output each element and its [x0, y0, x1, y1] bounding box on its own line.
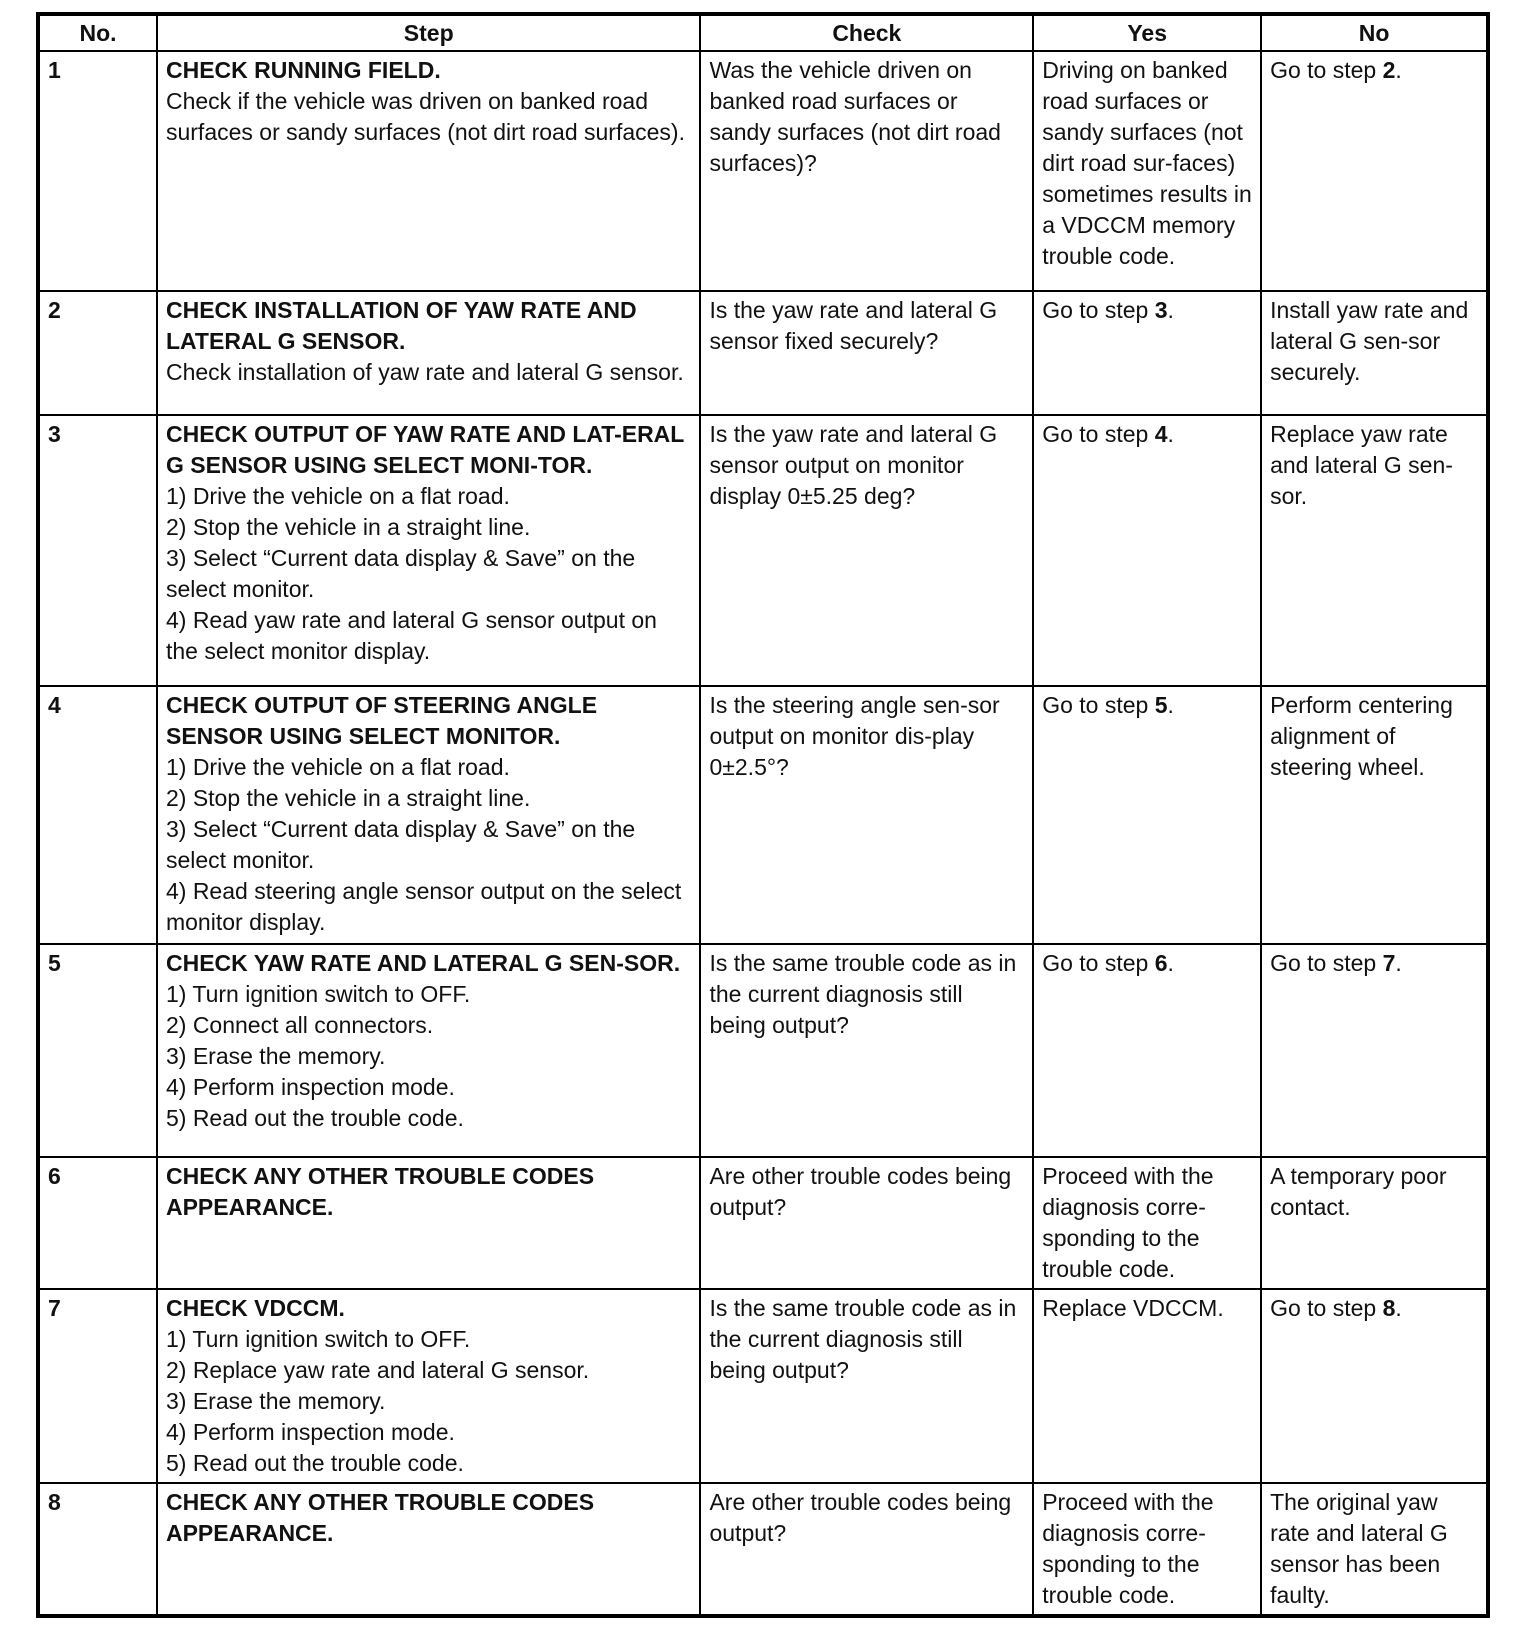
yes-cell: Replace VDCCM. — [1033, 1289, 1261, 1484]
step-title: CHECK VDCCM. — [165, 1294, 345, 1321]
goto-step-ref: 8 — [1382, 1294, 1396, 1321]
goto-text: Go to step — [1042, 691, 1155, 718]
step-number: 1 — [38, 51, 157, 291]
goto-text: Go to step — [1042, 297, 1155, 324]
check-cell: Is the yaw rate and lateral G sensor fixed securely? — [700, 291, 1033, 414]
step-instruction: 2) Connect all connectors. — [165, 1011, 434, 1038]
goto-step-ref: 7 — [1382, 949, 1396, 976]
step-instruction: 4) Read yaw rate and lateral G sensor output on the select monitor display. — [165, 606, 657, 664]
yes-cell: Proceed with the diagnosis corre-sponding to the trouble code. — [1033, 1483, 1261, 1616]
step-title: CHECK RUNNING FIELD. — [165, 57, 441, 83]
no-result-cell — [1261, 944, 1488, 1158]
goto-period: . — [1167, 420, 1174, 447]
check-cell: Is the same trouble code as in the current diagnosis still being output? — [700, 1289, 1033, 1484]
check-cell: Are other trouble codes being output? — [700, 1157, 1033, 1288]
step-instruction: 2) Replace yaw rate and lateral G sensor. — [165, 1356, 590, 1383]
step-description: Check if the vehicle was driven on banked road surfaces or sandy surfaces (not dirt road surfaces). — [165, 88, 685, 145]
table-row — [38, 1289, 1488, 1484]
step-title: CHECK YAW RATE AND LATERAL G SEN-SOR. — [165, 949, 681, 976]
step-cell — [157, 291, 700, 414]
step-number: 6 — [38, 1157, 157, 1288]
check-cell: Is the yaw rate and lateral G sensor output on monitor display 0±5.25 deg? — [700, 415, 1033, 686]
header-check: Check — [700, 14, 1033, 51]
check-cell: Is the steering angle sen-sor output on monitor dis-play 0±2.5°? — [700, 686, 1033, 944]
yes-cell — [1033, 944, 1261, 1158]
step-instruction: 5) Read out the trouble code. — [165, 1449, 464, 1476]
goto-period: . — [1395, 57, 1402, 83]
yes-cell: Proceed with the diagnosis corre-sponding to the trouble code. — [1033, 1157, 1261, 1288]
step-number: 2 — [38, 291, 157, 414]
yes-cell — [1033, 291, 1261, 414]
step-instruction: 1) Turn ignition switch to OFF. — [165, 1325, 471, 1352]
goto-text: Go to step — [1270, 57, 1383, 83]
no-result-cell — [1261, 51, 1488, 291]
step-title: CHECK OUTPUT OF STEERING ANGLE SENSOR USING SELECT MONITOR. — [165, 691, 598, 749]
goto-step-ref: 3 — [1154, 297, 1168, 324]
header-yes: Yes — [1033, 14, 1261, 51]
step-instruction: 3) Select “Current data display & Save” on the select monitor. — [165, 815, 636, 873]
yes-cell: Driving on banked road surfaces or sandy surfaces (not dirt road sur-faces) sometimes results in a VDCCM memory trouble code. — [1033, 51, 1261, 291]
diagnostic-table — [36, 12, 1490, 1618]
header-row — [38, 14, 1488, 51]
table-row — [38, 1483, 1488, 1616]
no-result-cell: The original yaw rate and lateral G sensor has been faulty. — [1261, 1483, 1488, 1616]
goto-step-ref: 6 — [1154, 949, 1168, 976]
step-cell — [157, 1483, 700, 1616]
table-row — [38, 415, 1488, 686]
step-cell — [157, 415, 700, 686]
step-instruction: 2) Stop the vehicle in a straight line. — [165, 784, 531, 811]
goto-period: . — [1167, 297, 1174, 324]
goto-period: . — [1395, 1294, 1402, 1321]
step-number: 7 — [38, 1289, 157, 1484]
step-description: Check installation of yaw rate and lateral G sensor. — [165, 359, 684, 386]
table-row — [38, 51, 1488, 291]
step-cell — [157, 944, 700, 1158]
yes-cell — [1033, 686, 1261, 944]
step-instruction: 4) Perform inspection mode. — [165, 1073, 455, 1100]
step-number: 5 — [38, 944, 157, 1158]
goto-text: Go to step — [1270, 949, 1383, 976]
step-number: 3 — [38, 415, 157, 686]
step-cell — [157, 51, 700, 291]
step-cell — [157, 1289, 700, 1484]
goto-text: Go to step — [1270, 1294, 1383, 1321]
step-number: 8 — [38, 1483, 157, 1616]
goto-text: Go to step — [1042, 420, 1155, 447]
step-number: 4 — [38, 686, 157, 944]
step-title: CHECK OUTPUT OF YAW RATE AND LAT-ERAL G SENSOR USING SELECT MONI-TOR. — [165, 420, 684, 478]
step-instruction: 1) Drive the vehicle on a flat road. — [165, 482, 510, 509]
goto-period: . — [1395, 949, 1402, 976]
check-cell: Is the same trouble code as in the current diagnosis still being output? — [700, 944, 1033, 1158]
step-instruction: 3) Erase the memory. — [165, 1042, 386, 1069]
table-row — [38, 291, 1488, 414]
table-row — [38, 686, 1488, 944]
goto-period: . — [1167, 691, 1174, 718]
step-cell — [157, 1157, 700, 1288]
check-cell: Was the vehicle driven on banked road surfaces or sandy surfaces (not dirt road surfaces)? — [700, 51, 1033, 291]
no-result-cell: A temporary poor contact. — [1261, 1157, 1488, 1288]
step-instruction: 4) Perform inspection mode. — [165, 1418, 455, 1445]
no-result-cell: Replace yaw rate and lateral G sen-sor. — [1261, 415, 1488, 686]
header-step: Step — [157, 14, 700, 51]
step-title: CHECK ANY OTHER TROUBLE CODES APPEARANCE. — [165, 1163, 595, 1221]
goto-step-ref: 2 — [1382, 57, 1396, 83]
step-instruction: 2) Stop the vehicle in a straight line. — [165, 513, 531, 540]
step-instruction: 1) Drive the vehicle on a flat road. — [165, 753, 510, 780]
goto-text: Go to step — [1042, 949, 1155, 976]
no-result-cell — [1261, 1289, 1488, 1484]
step-title: CHECK ANY OTHER TROUBLE CODES APPEARANCE. — [165, 1489, 595, 1547]
table-row — [38, 944, 1488, 1158]
step-cell — [157, 686, 700, 944]
step-instruction: 1) Turn ignition switch to OFF. — [165, 980, 471, 1007]
step-title: CHECK INSTALLATION OF YAW RATE AND LATERAL G SENSOR. — [165, 297, 637, 355]
check-cell: Are other trouble codes being output? — [700, 1483, 1033, 1616]
goto-period: . — [1167, 949, 1174, 976]
step-instruction: 3) Select “Current data display & Save” on the select monitor. — [165, 544, 636, 602]
header-no: No. — [38, 14, 157, 51]
yes-cell — [1033, 415, 1261, 686]
table-body — [38, 51, 1488, 1616]
step-instruction: 5) Read out the trouble code. — [165, 1104, 464, 1131]
table-row — [38, 1157, 1488, 1288]
no-result-cell: Install yaw rate and lateral G sen-sor securely. — [1261, 291, 1488, 414]
step-instruction: 3) Erase the memory. — [165, 1387, 386, 1414]
header-result-no: No — [1261, 14, 1488, 51]
goto-step-ref: 5 — [1154, 691, 1168, 718]
step-instruction: 4) Read steering angle sensor output on the select monitor display. — [165, 877, 682, 935]
goto-step-ref: 4 — [1154, 420, 1168, 447]
no-result-cell: Perform centering alignment of steering wheel. — [1261, 686, 1488, 944]
